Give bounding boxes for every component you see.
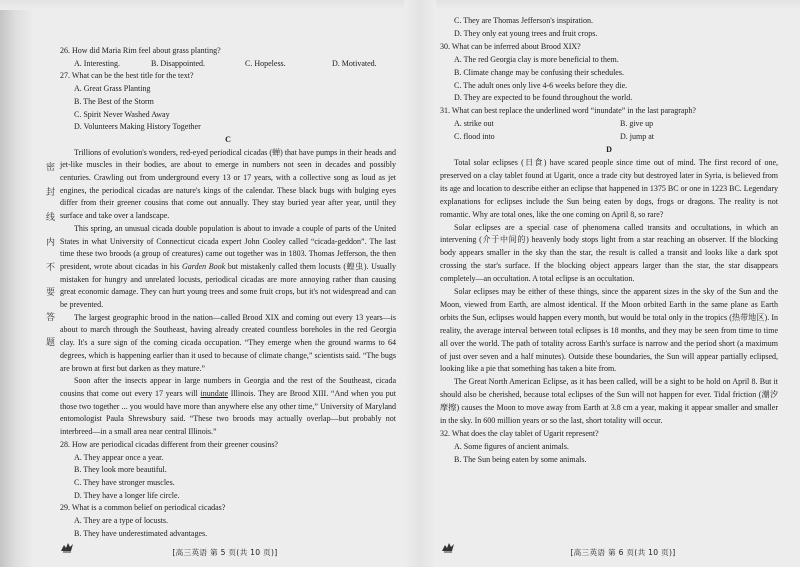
passage-d-paragraph-3: Solar eclipses may be either of these things, since the apparent sizes in the sky of the Sun and the Moon, viewed from Earth, are almost identical. If the Moon orbited Earth in the same plane as Earth orbits the Sun, eclipses would happen every month, but would be total only in the tropics (热带地区). In reality, the average interval between total eclipses is 18 months, and they may be seen from time to time all over the world. The path of totality across Earth's surface is narrow and the period short (a maximum of just over seven and a half minutes). Outside these boundaries, the Sun will appear partially eclipsed, looking like a pie that something has taken a bite from.	[440, 287, 778, 374]
passage-d-paragraph-2: Solar eclipses are a special case of phenomena called transits and occultations, in which an intervening (介于中间的) heavenly body stops light from a star reaching an observer. If the blocking body appears smaller in the sky than the star, the result is called a transit and looks like a dark spot crossing the star's surface. If the blocking object appears larger than the star, the star disappears completely—an occultation. A total eclipse is an occultation.	[440, 222, 778, 284]
question-28-option-d: D. They have a longer life circle.	[74, 490, 180, 500]
question-29-option-a: A. They are a type of locusts.	[74, 516, 169, 526]
left-exam-page	[60, 45, 396, 540]
question-31-options	[440, 118, 778, 144]
question-27-stem: 27. What can be the best title for the text?	[60, 71, 194, 81]
question-28-option-a: A. They appear once a year.	[74, 452, 164, 462]
question-27-option-b: B. The Best of the Storm	[74, 96, 154, 106]
question-31-option-c: C. flood into	[454, 132, 495, 142]
passage-d-paragraph-4: The Great North American Eclipse, as it has been called, will be a sight to be hold on April 8. But it should also be cherished, because total eclipses of the Sun will not happen for ever. Tidal friction (潮汐摩擦) causes the Moon to move away from Earth at 3.8 cm a year, making it appear smaller and smaller in the sky. In 600 million years or so the last, short totality will occur.	[440, 377, 778, 426]
section-c-heading: C	[225, 134, 231, 144]
question-28-stem: 28. How are periodical cicadas different from their greener cousins?	[60, 439, 278, 449]
question-32-stem: 32. What does the clay tablet of Ugarit represent?	[440, 429, 599, 438]
margin-char: 封	[46, 188, 56, 198]
corner-seal-icon	[441, 541, 455, 553]
question-31-option-a: A. strike out	[454, 119, 494, 129]
question-27-option-d: D. Volunteers Making History Together	[74, 122, 201, 132]
question-28-option-c: C. They have stronger muscles.	[74, 477, 175, 487]
question-29-option-d: D. They only eat young trees and fruit crops.	[454, 28, 598, 38]
question-29-option-c: C. They are Thomas Jefferson's inspiration.	[454, 16, 593, 25]
scan-shadow-left-edge	[0, 0, 34, 567]
passage-c-paragraph-3: The largest geographic brood in the nation—called Brood XIX and coming out every 13 years—is about to march through the Southeast, having already created countless boreholes in the red Georgia clay. It's a sure sign of the coming cicada occupation. “They emerge when the ground warms to 64 degrees, which is happening earlier than it used to because of climate change,” scientists said. “The bugs are brown at first but darken as they mature.”	[60, 312, 396, 373]
scan-shadow-top-edge	[0, 0, 800, 10]
paragraph-text: This spring, an unusual cicada double population is about to invade a couple of parts of the United States in what University of Connecticut cicada expert John Cooley called “cicada-geddon”. The last time these two broods (a group of creatures) came out together was in 1803. Thomas Jefferson, the then president, wrote about cicadas in his	[60, 223, 396, 271]
margin-char: 线	[46, 213, 56, 223]
book-title-italic: Garden Book	[181, 261, 226, 271]
question-31-option-d: D. jump at	[620, 132, 654, 142]
question-32-option-a: A. Some figures of ancient animals.	[454, 441, 569, 451]
right-exam-page	[440, 15, 778, 467]
corner-seal-icon	[60, 541, 74, 553]
page-footer-right: [高三英语 第 6 页(共 10 页)]	[570, 548, 676, 557]
margin-char: 内	[46, 238, 56, 248]
question-30-option-b: B. Climate change may be confusing their schedules.	[454, 67, 624, 77]
question-29-stem: 29. What is a common belief on periodical cicadas?	[60, 503, 226, 513]
paragraph-text: but mistakenly called them locusts (蝗虫). Usually mistaken for hungry and unrelated locusts, periodical cicadas are more annoying rather than causing great economic damage. They can hurt young trees and some fruit crops, but it's not widespread and can be prevented.	[60, 261, 396, 310]
margin-char: 答	[46, 313, 56, 323]
question-30-option-d: D. They are expected to be found throughout the world.	[454, 93, 633, 103]
question-30-option-c: C. The adult ones only live 4-6 weeks before they die.	[454, 80, 628, 90]
paragraph-text: Illinois. They are Brood XIII. “And when you put those two together ... you would have more than anywhere else any other time,” University of Maryland entomologist Paula Shrewsbury said. “These two broods may actually overlap—but probably not interbreed—in a small area near central Illinois.”	[60, 388, 397, 437]
passage-c-paragraph-4	[60, 375, 396, 439]
question-29-option-b: B. They have underestimated advantages.	[74, 528, 208, 538]
question-26-option-c: C. Hopeless.	[245, 58, 286, 68]
question-31-option-b: B. give up	[620, 119, 654, 129]
underlined-word: inundate	[200, 388, 229, 398]
passage-c-paragraph-2	[60, 223, 396, 312]
section-d-heading: D	[606, 145, 612, 155]
question-30-option-a: A. The red Georgia clay is more beneficial to them.	[454, 54, 619, 64]
margin-char: 密	[46, 163, 56, 173]
question-26-option-a: A. Interesting.	[74, 58, 120, 68]
margin-char: 题	[46, 338, 56, 348]
question-30-stem: 30. What can be inferred about Brood XIX?	[440, 41, 581, 51]
question-31-stem: 31. What can best replace the underlined word “inundate” in the last paragraph?	[440, 106, 696, 116]
margin-char: 要	[46, 288, 56, 298]
question-26-option-b: B. Disappointed.	[151, 58, 205, 68]
question-26-option-d: D. Motivated.	[332, 58, 377, 68]
paragraph-text: Soon after the insects appear in large numbers in Georgia and the rest of the Southeast, cicada cousins that come out every 17 years will	[60, 376, 396, 398]
question-26-options	[60, 58, 396, 71]
margin-char: 不	[46, 263, 56, 273]
page-footer-left: [高三英语 第 5 页(共 10 页)]	[172, 548, 278, 557]
question-28-option-b: B. They look more beautiful.	[74, 465, 167, 475]
passage-d-paragraph-1: Total solar eclipses (日食) have scared people since time out of mind. The first record of one, preserved on a clay tablet found at Ugarit, once a trade city but destroyed later in Syria, is believed from its age and location to describe either an eclipse that happened in 1375 BC or one in 1223 BC. Legendary explanations for eclipses include the Sun being eaten by dogs, frogs or dragons. The reality is not romantic. Why are total ones, like the one coming on April 8, so rare?	[440, 157, 778, 219]
question-27-option-a: A. Great Grass Planting	[74, 84, 151, 94]
question-32-option-b: B. The Sun being eaten by some animals.	[454, 454, 587, 464]
passage-c-paragraph-1: Trillions of evolution's wonders, red-eyed periodical cicadas (蝉) that have pumps in their heads and jet-like muscles in their bodies, are about to emerge in numbers not seen in decades and possibly centuries. Crawling out from underground every 13 or 17 years, with a collective song as loud as jet engines, the periodical cicadas are nature's kings of the calendar. These black bugs with bulging eyes differ from their greener cousins that come out annually. They stay buried year after year, until they surface and take over a landscape.	[60, 147, 396, 221]
page-fold-gutter	[404, 0, 436, 567]
question-27-option-c: C. Spirit Never Washed Away	[74, 109, 170, 119]
question-26-stem: 26. How did Maria Rim feel about grass planting?	[60, 46, 221, 55]
